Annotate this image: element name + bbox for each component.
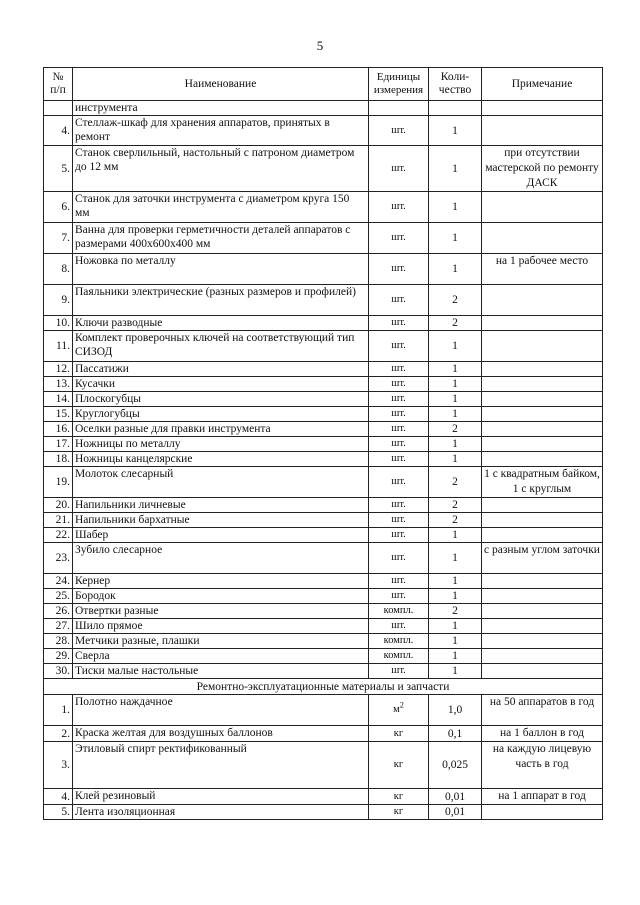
cell-note: 1 с квадратным байком, 1 с круглым (482, 467, 603, 498)
table-row (44, 362, 603, 377)
header-unit: Единицы измерения (369, 68, 429, 101)
cell-unit: шт. (369, 377, 429, 392)
cell-qty: 1 (429, 574, 482, 589)
cell-num: 18. (44, 452, 73, 467)
cell-name: Плоскогубцы (73, 392, 369, 407)
table-row (44, 574, 603, 589)
table-row (44, 649, 603, 664)
table-row (44, 467, 603, 498)
cell-name: Лента изоляционная (73, 805, 369, 820)
cell-note (482, 285, 603, 316)
cell-qty: 1 (429, 254, 482, 285)
cell-note (482, 649, 603, 664)
cell-num: 2. (44, 726, 73, 742)
cell-qty: 1 (429, 649, 482, 664)
cell-note (482, 377, 603, 392)
table-header (44, 68, 603, 101)
cell-unit: шт. (369, 146, 429, 192)
table-row (44, 695, 603, 726)
cell-name: Шило прямое (73, 619, 369, 634)
cell-qty: 1 (429, 437, 482, 452)
cell-num: 13. (44, 377, 73, 392)
cell-qty: 0,01 (429, 805, 482, 820)
cell-note (482, 422, 603, 437)
cell-name: Ножовка по металлу (73, 254, 369, 285)
cell-unit: шт. (369, 498, 429, 513)
continuation-text: инструмента (73, 101, 369, 116)
header-num: № п/п (44, 68, 73, 101)
cell-unit: шт. (369, 543, 429, 574)
cell-num: 4. (44, 116, 73, 146)
table-row (44, 619, 603, 634)
cell-unit (369, 695, 429, 726)
cell-unit: шт. (369, 362, 429, 377)
cell-num: 19. (44, 467, 73, 498)
cell-name: Ванна для проверки герметичности деталей аппаратов с размерами 400х600х400 мм (73, 223, 369, 254)
cell-note (482, 362, 603, 377)
cell-note: при отсутствии мастерской по ремонту ДАСК (482, 146, 603, 192)
cell-num: 10. (44, 316, 73, 331)
cell-num: 22. (44, 528, 73, 543)
cell-note (482, 498, 603, 513)
cell-unit: шт. (369, 528, 429, 543)
cell-unit: компл. (369, 649, 429, 664)
cell-num: 21. (44, 513, 73, 528)
cell-qty: 2 (429, 513, 482, 528)
cell-note (482, 805, 603, 820)
cell-num: 29. (44, 649, 73, 664)
cell-num: 20. (44, 498, 73, 513)
cell-note (482, 407, 603, 422)
cell-qty: 1 (429, 362, 482, 377)
table-row (44, 254, 603, 285)
table-row (44, 528, 603, 543)
cell-note (482, 392, 603, 407)
cell-note (482, 574, 603, 589)
cell-note: на 1 рабочее место (482, 254, 603, 285)
cell-qty: 2 (429, 285, 482, 316)
cell-name: Этиловый спирт ректификованный (73, 742, 369, 789)
cell-qty: 2 (429, 604, 482, 619)
cell-name: Метчики разные, плашки (73, 634, 369, 649)
table-row (44, 498, 603, 513)
table-row (44, 543, 603, 574)
continuation-row (44, 101, 603, 116)
cell-name: Молоток слесарный (73, 467, 369, 498)
cell-qty: 0,1 (429, 726, 482, 742)
cell-num: 14. (44, 392, 73, 407)
cell-note (482, 619, 603, 634)
cell-unit: компл. (369, 634, 429, 649)
cell-note: на 1 баллон в год (482, 726, 603, 742)
table-row (44, 513, 603, 528)
cell-name: Комплект проверочных ключей на соответствующий тип СИЗОД (73, 331, 369, 362)
cell-note (482, 192, 603, 223)
table-row (44, 316, 603, 331)
cell-unit: шт. (369, 452, 429, 467)
cell-name: Шабер (73, 528, 369, 543)
cell-note (482, 223, 603, 254)
cell-num: 1. (44, 695, 73, 726)
cell-qty: 1 (429, 377, 482, 392)
cell-num: 26. (44, 604, 73, 619)
cell-name: Стеллаж-шкаф для хранения аппаратов, принятых в ремонт (73, 116, 369, 146)
header-name: Наименование (73, 68, 369, 101)
header-note: Примечание (482, 68, 603, 101)
cell-name: Пассатижи (73, 362, 369, 377)
cell-qty: 1 (429, 452, 482, 467)
cell-num: 30. (44, 664, 73, 679)
cell-note: на 1 аппарат в год (482, 789, 603, 805)
cell-num: 24. (44, 574, 73, 589)
cell-note: на 50 аппаратов в год (482, 695, 603, 726)
cell-note (482, 116, 603, 146)
header-qty: Коли- чество (429, 68, 482, 101)
cell-qty: 1 (429, 664, 482, 679)
cell-unit: шт. (369, 407, 429, 422)
cell-unit: шт. (369, 116, 429, 146)
cell-num: 8. (44, 254, 73, 285)
cell-num: 23. (44, 543, 73, 574)
cell-name: Напильники личневые (73, 498, 369, 513)
cell-name: Бородок (73, 589, 369, 604)
cell-unit: шт. (369, 392, 429, 407)
cell-num: 15. (44, 407, 73, 422)
cell-name: Ножницы по металлу (73, 437, 369, 452)
cell-unit: шт. (369, 223, 429, 254)
cell-name: Паяльники электрические (разных размеров и профилей) (73, 285, 369, 316)
cell-name: Сверла (73, 649, 369, 664)
cell-name: Ключи разводные (73, 316, 369, 331)
cell-note (482, 604, 603, 619)
table-row (44, 285, 603, 316)
cell-unit: кг (369, 805, 429, 820)
table-row (44, 331, 603, 362)
cell-num: 28. (44, 634, 73, 649)
cell-unit: шт. (369, 467, 429, 498)
cell-name: Полотно наждачное (73, 695, 369, 726)
cell-name: Кусачки (73, 377, 369, 392)
cell-num: 5. (44, 805, 73, 820)
equipment-table (43, 67, 603, 820)
cell-qty: 1 (429, 543, 482, 574)
table-row (44, 437, 603, 452)
cell-qty: 1 (429, 331, 482, 362)
cell-num: 25. (44, 589, 73, 604)
cell-name: Краска желтая для воздушных баллонов (73, 726, 369, 742)
cell-name: Станок для заточки инструмента с диаметром круга 150 мм (73, 192, 369, 223)
cell-note: на каждую лицевую часть в год (482, 742, 603, 789)
cell-qty: 1 (429, 528, 482, 543)
cell-name: Станок сверлильный, настольный с патроном диаметром до 12 мм (73, 146, 369, 192)
page-number: 5 (316, 38, 324, 53)
table-row (44, 634, 603, 649)
cell-unit: шт. (369, 254, 429, 285)
cell-num: 12. (44, 362, 73, 377)
cell-unit: шт. (369, 513, 429, 528)
cell-qty: 1 (429, 392, 482, 407)
cell-qty: 1 (429, 192, 482, 223)
cell-num: 17. (44, 437, 73, 452)
cell-name: Клей резиновый (73, 789, 369, 805)
cell-unit: кг (369, 726, 429, 742)
cell-qty: 1 (429, 116, 482, 146)
cell-note (482, 513, 603, 528)
cell-note (482, 452, 603, 467)
cell-name: Ножницы канцелярские (73, 452, 369, 467)
cell-unit: кг (369, 789, 429, 805)
cell-num: 27. (44, 619, 73, 634)
table-row (44, 726, 603, 742)
cell-note (482, 331, 603, 362)
cell-num: 3. (44, 742, 73, 789)
cell-unit: шт. (369, 437, 429, 452)
cell-qty: 1,0 (429, 695, 482, 726)
cell-name: Круглогубцы (73, 407, 369, 422)
cell-qty: 1 (429, 634, 482, 649)
table-row (44, 223, 603, 254)
cell-name: Тиски малые настольные (73, 664, 369, 679)
cell-note (482, 634, 603, 649)
cell-num: 4. (44, 789, 73, 805)
cell-name: Напильники бархатные (73, 513, 369, 528)
cell-note (482, 589, 603, 604)
cell-qty: 2 (429, 498, 482, 513)
table-row (44, 407, 603, 422)
table-row (44, 742, 603, 789)
cell-unit: шт. (369, 331, 429, 362)
table-row (44, 452, 603, 467)
table-row (44, 422, 603, 437)
cell-unit: шт. (369, 316, 429, 331)
cell-qty: 1 (429, 223, 482, 254)
cell-note: с разным углом заточки (482, 543, 603, 574)
cell-qty: 0,01 (429, 789, 482, 805)
cell-unit: кг (369, 742, 429, 789)
cell-unit-base: м (393, 704, 400, 715)
cell-qty: 2 (429, 316, 482, 331)
cell-unit: шт. (369, 664, 429, 679)
cell-name: Зубило слесарное (73, 543, 369, 574)
cell-name: Отвертки разные (73, 604, 369, 619)
cell-num: 9. (44, 285, 73, 316)
cell-note (482, 664, 603, 679)
section-row (44, 679, 603, 695)
cell-unit: шт. (369, 574, 429, 589)
cell-num: 5. (44, 146, 73, 192)
table-row (44, 664, 603, 679)
table-row (44, 146, 603, 192)
cell-unit-exponent: 2 (399, 700, 404, 710)
cell-name: Оселки разные для правки инструмента (73, 422, 369, 437)
table-row (44, 377, 603, 392)
cell-qty: 2 (429, 467, 482, 498)
cell-qty: 1 (429, 146, 482, 192)
cell-unit: шт. (369, 589, 429, 604)
table-row (44, 392, 603, 407)
cell-unit: шт. (369, 192, 429, 223)
cell-qty: 2 (429, 422, 482, 437)
cell-name: Кернер (73, 574, 369, 589)
table-row (44, 604, 603, 619)
cell-unit: шт. (369, 422, 429, 437)
table-row (44, 192, 603, 223)
cell-note (482, 528, 603, 543)
cell-unit: шт. (369, 619, 429, 634)
cell-unit: шт. (369, 285, 429, 316)
section-title: Ремонтно-эксплуатационные материалы и запчасти (44, 679, 603, 695)
cell-qty: 1 (429, 619, 482, 634)
table-row (44, 805, 603, 820)
cell-num: 16. (44, 422, 73, 437)
cell-note (482, 316, 603, 331)
cell-num: 6. (44, 192, 73, 223)
cell-qty: 1 (429, 589, 482, 604)
cell-qty: 1 (429, 407, 482, 422)
table-row (44, 116, 603, 146)
cell-num: 7. (44, 223, 73, 254)
cell-unit: компл. (369, 604, 429, 619)
cell-note (482, 437, 603, 452)
cell-num: 11. (44, 331, 73, 362)
table-row (44, 789, 603, 805)
table-row (44, 589, 603, 604)
table-body (44, 101, 603, 820)
cell-qty: 0,025 (429, 742, 482, 789)
